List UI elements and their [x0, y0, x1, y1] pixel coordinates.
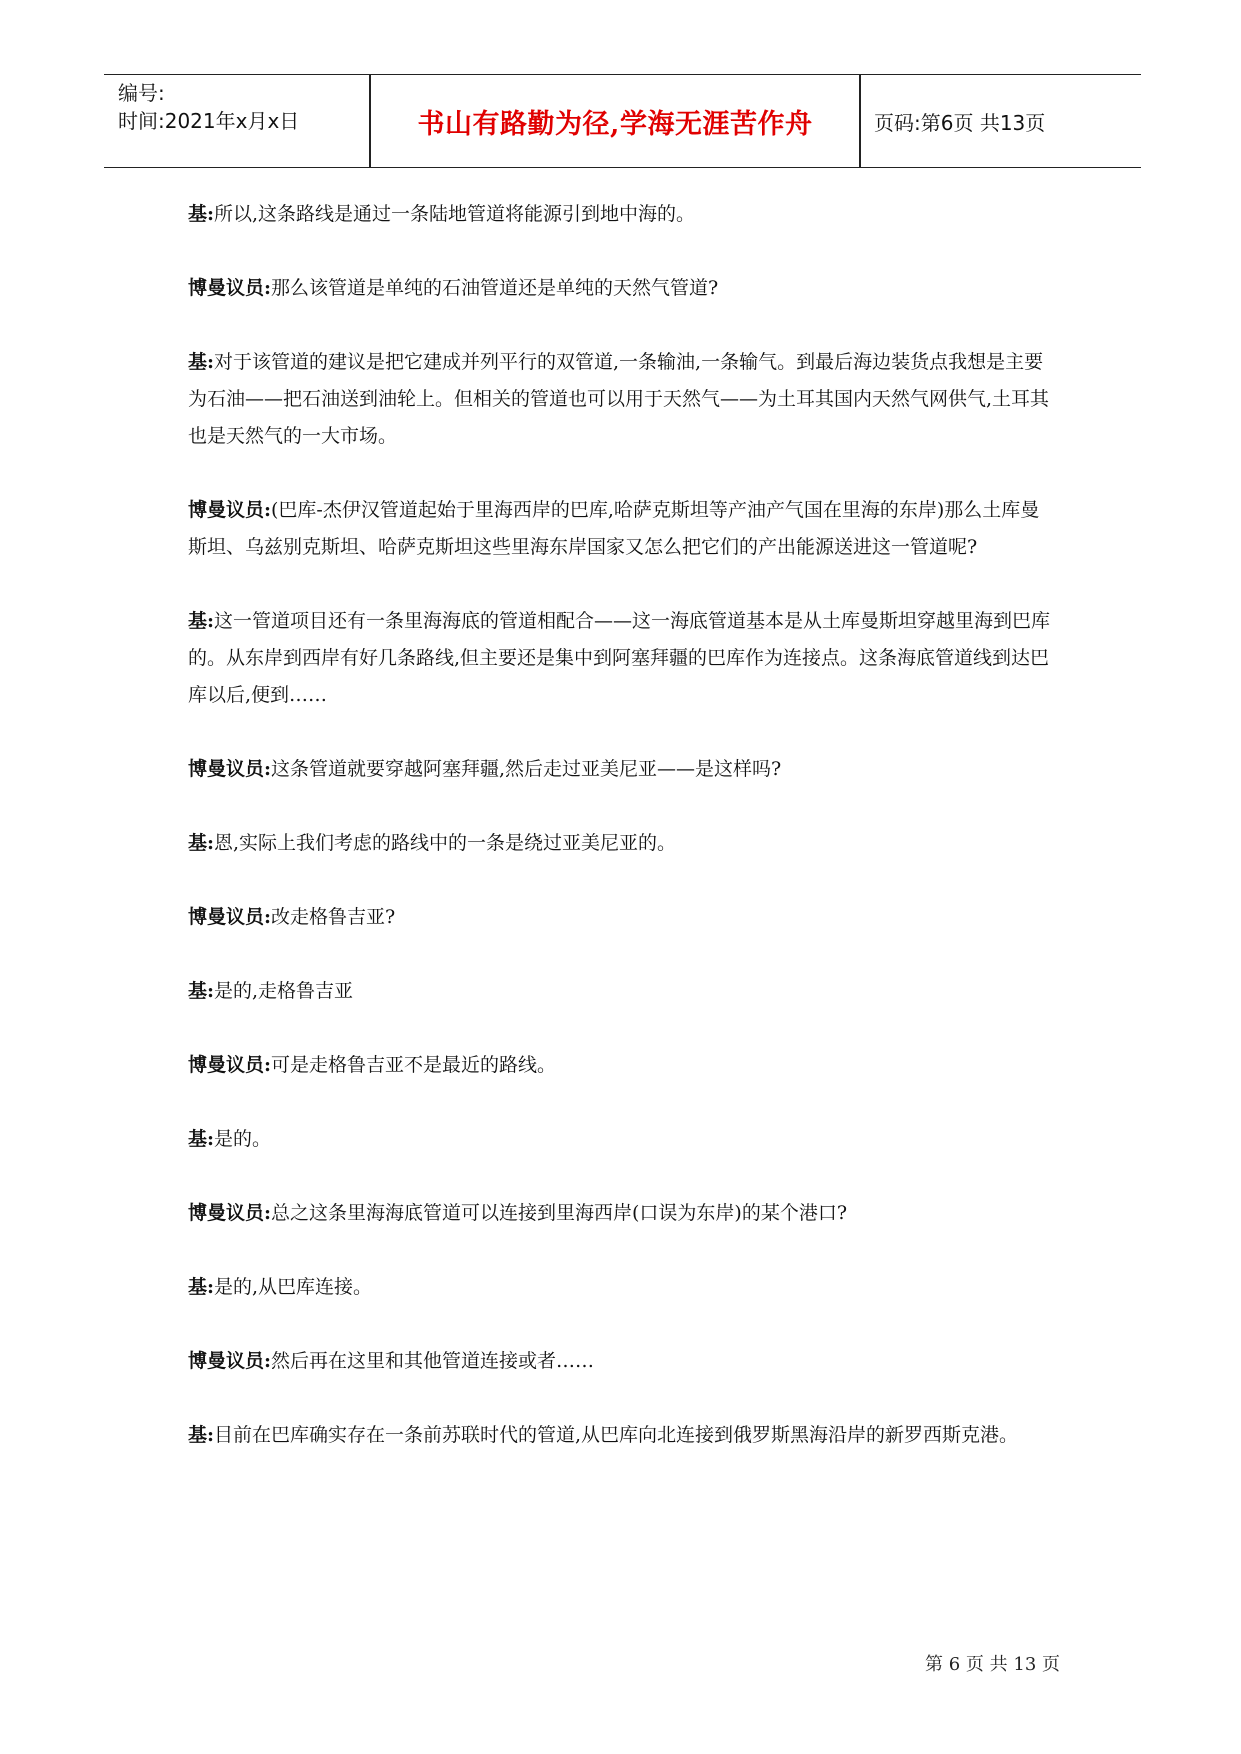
dialogue-paragraph: [188, 1195, 1058, 1232]
speaker-label: 博曼议员:: [188, 758, 272, 780]
dialogue-paragraph: [188, 1047, 1058, 1084]
dialogue-paragraph: [188, 1343, 1058, 1380]
paragraph-text: 总之这条里海海底管道可以连接到里海西岸(口误为东岸)的某个港口?: [271, 1202, 848, 1224]
header-page-number: 页码:第6页 共13页: [874, 110, 1046, 135]
speaker-label: 基:: [188, 1128, 215, 1150]
dialogue-paragraph: [188, 196, 1058, 233]
paragraph-text: 可是走格鲁吉亚不是最近的路线。: [271, 1054, 557, 1076]
speaker-label: 博曼议员:: [188, 1054, 272, 1076]
dialogue-paragraph: [188, 603, 1058, 714]
dialogue-body: [188, 196, 1058, 1491]
paragraph-text: 那么该管道是单纯的石油管道还是单纯的天然气管道?: [271, 277, 719, 299]
speaker-label: 博曼议员:: [188, 277, 272, 299]
paragraph-text: 是的,走格鲁吉亚: [214, 980, 354, 1002]
paragraph-text: 对于该管道的建议是把它建成并列平行的双管道,一条输油,一条输气。到最后海边装货点我想是主要为石油——把石油送到油轮上。但相关的管道也可以用于天然气——为土耳其国内天然气网供气,土耳其也是天然气的一大市场。: [188, 351, 1050, 447]
speaker-label: 基:: [188, 351, 215, 373]
dialogue-paragraph: [188, 973, 1058, 1010]
speaker-label: 基:: [188, 980, 215, 1002]
paragraph-text: 是的,从巴库连接。: [214, 1276, 373, 1298]
speaker-label: 博曼议员:: [188, 499, 272, 521]
speaker-label: 基:: [188, 1424, 215, 1446]
speaker-label: 基:: [188, 610, 215, 632]
speaker-label: 博曼议员:: [188, 906, 272, 928]
dialogue-paragraph: [188, 270, 1058, 307]
speaker-label: 博曼议员:: [188, 1350, 272, 1372]
page-header: [104, 74, 1141, 168]
paragraph-text: 改走格鲁吉亚?: [271, 906, 396, 928]
header-info: [118, 79, 368, 135]
speaker-label: 基:: [188, 832, 215, 854]
paragraph-text: 是的。: [214, 1128, 272, 1150]
paragraph-text: 这一管道项目还有一条里海海底的管道相配合——这一海底管道基本是从土库曼斯坦穿越里海到巴库的。从东岸到西岸有好几条路线,但主要还是集中到阿塞拜疆的巴库作为连接点。这条海底管道线到达巴库以后,便到……: [188, 610, 1051, 706]
paragraph-text: (巴库-杰伊汉管道起始于里海西岸的巴库,哈萨克斯坦等产油产气国在里海的东岸)那么土库曼斯坦、乌兹别克斯坦、哈萨克斯坦这些里海东岸国家又怎么把它们的产出能源送进这一管道呢?: [188, 499, 1040, 558]
dialogue-paragraph: [188, 344, 1058, 455]
paragraph-text: 目前在巴库确实存在一条前苏联时代的管道,从巴库向北连接到俄罗斯黑海沿岸的新罗西斯克港。: [214, 1424, 1019, 1446]
dialogue-paragraph: [188, 1121, 1058, 1158]
paragraph-text: 这条管道就要穿越阿塞拜疆,然后走过亚美尼亚——是这样吗?: [271, 758, 782, 780]
header-motto: 书山有路勤为径,学海无涯苦作舟: [417, 108, 813, 140]
dialogue-paragraph: [188, 751, 1058, 788]
number-label: 编号:: [118, 81, 165, 105]
header-divider: [859, 75, 861, 167]
speaker-label: 基:: [188, 1276, 215, 1298]
dialogue-paragraph: [188, 1417, 1058, 1454]
dialogue-paragraph: [188, 492, 1058, 566]
page-footer: 第 6 页 共 13 页: [925, 1654, 1060, 1675]
dialogue-paragraph: [188, 1269, 1058, 1306]
speaker-label: 博曼议员:: [188, 1202, 272, 1224]
paragraph-text: 然后再在这里和其他管道连接或者……: [271, 1350, 595, 1372]
speaker-label: 基:: [188, 203, 215, 225]
paragraph-text: 所以,这条路线是通过一条陆地管道将能源引到地中海的。: [214, 203, 696, 225]
time-label: 时间:2021年x月x日: [118, 109, 300, 133]
paragraph-text: 恩,实际上我们考虑的路线中的一条是绕过亚美尼亚的。: [214, 832, 677, 854]
dialogue-paragraph: [188, 899, 1058, 936]
dialogue-paragraph: [188, 825, 1058, 862]
